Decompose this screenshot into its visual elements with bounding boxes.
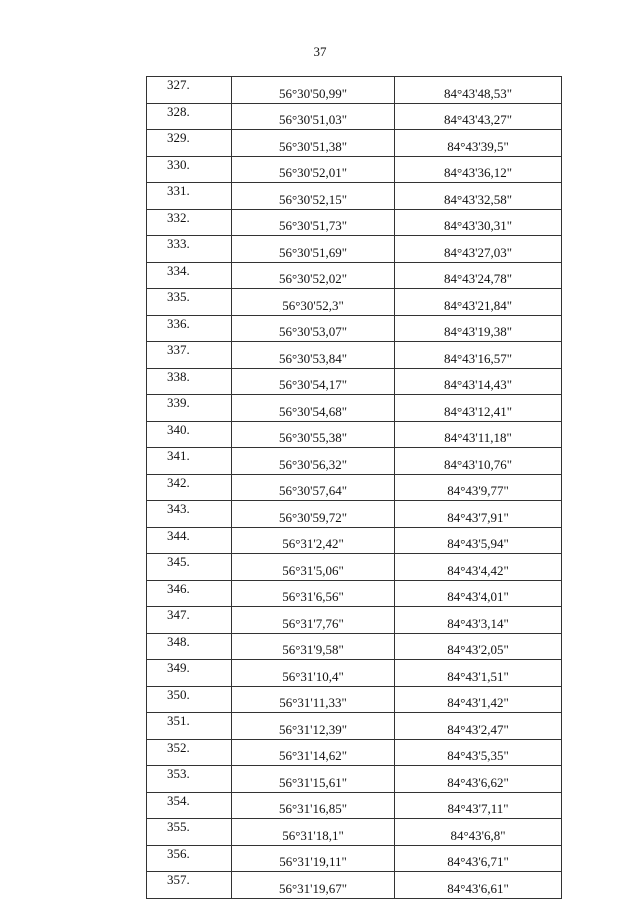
point-number-cell: 354. (147, 792, 232, 819)
latitude-cell: 56°31'14,62" (232, 739, 395, 766)
table-row (147, 527, 562, 554)
point-number-cell: 336. (147, 315, 232, 342)
table-row (147, 792, 562, 819)
longitude-cell: 84°43'2,47" (395, 713, 562, 740)
table-row (147, 501, 562, 528)
longitude-cell: 84°43'21,84" (395, 289, 562, 316)
table-row (147, 183, 562, 210)
longitude-cell: 84°43'7,11" (395, 792, 562, 819)
table-row (147, 130, 562, 157)
table-row (147, 660, 562, 687)
point-number-cell: 339. (147, 395, 232, 422)
table-row (147, 633, 562, 660)
latitude-cell: 56°31'12,39" (232, 713, 395, 740)
table-row (147, 819, 562, 846)
longitude-cell: 84°43'6,62" (395, 766, 562, 793)
longitude-cell: 84°43'2,05" (395, 633, 562, 660)
point-number-cell: 351. (147, 713, 232, 740)
latitude-cell: 56°30'52,15" (232, 183, 395, 210)
point-number-cell: 346. (147, 580, 232, 607)
latitude-cell: 56°31'18,1" (232, 819, 395, 846)
latitude-cell: 56°30'55,38" (232, 421, 395, 448)
latitude-cell: 56°31'9,58" (232, 633, 395, 660)
latitude-cell: 56°31'19,67" (232, 872, 395, 899)
longitude-cell: 84°43'16,57" (395, 342, 562, 369)
longitude-cell: 84°43'4,01" (395, 580, 562, 607)
latitude-cell: 56°30'51,38" (232, 130, 395, 157)
table-row (147, 872, 562, 899)
table-row (147, 686, 562, 713)
latitude-cell: 56°31'6,56" (232, 580, 395, 607)
latitude-cell: 56°30'51,03" (232, 103, 395, 130)
longitude-cell: 84°43'9,77" (395, 474, 562, 501)
table-row (147, 448, 562, 475)
longitude-cell: 84°43'19,38" (395, 315, 562, 342)
page-number: 37 (313, 44, 327, 59)
point-number-cell: 328. (147, 103, 232, 130)
longitude-cell: 84°43'32,58" (395, 183, 562, 210)
longitude-cell: 84°43'36,12" (395, 156, 562, 183)
table-row (147, 156, 562, 183)
point-number-cell: 342. (147, 474, 232, 501)
point-number-cell: 332. (147, 209, 232, 236)
point-number-cell: 347. (147, 607, 232, 634)
table-row (147, 554, 562, 581)
longitude-cell: 84°43'43,27" (395, 103, 562, 130)
latitude-cell: 56°30'54,17" (232, 368, 395, 395)
longitude-cell: 84°43'5,35" (395, 739, 562, 766)
table-row (147, 289, 562, 316)
latitude-cell: 56°31'7,76" (232, 607, 395, 634)
longitude-cell: 84°43'6,8" (395, 819, 562, 846)
latitude-cell: 56°31'16,85" (232, 792, 395, 819)
table-row (147, 368, 562, 395)
table-row (147, 580, 562, 607)
point-number-cell: 340. (147, 421, 232, 448)
table-row (147, 713, 562, 740)
table-row (147, 766, 562, 793)
latitude-cell: 56°31'5,06" (232, 554, 395, 581)
point-number-cell: 355. (147, 819, 232, 846)
coordinates-table-body (147, 77, 562, 899)
point-number-cell: 334. (147, 262, 232, 289)
longitude-cell: 84°43'14,43" (395, 368, 562, 395)
longitude-cell: 84°43'6,61" (395, 872, 562, 899)
longitude-cell: 84°43'6,71" (395, 845, 562, 872)
latitude-cell: 56°30'51,69" (232, 236, 395, 263)
point-number-cell: 331. (147, 183, 232, 210)
point-number-cell: 344. (147, 527, 232, 554)
longitude-cell: 84°43'12,41" (395, 395, 562, 422)
longitude-cell: 84°43'24,78" (395, 262, 562, 289)
longitude-cell: 84°43'5,94" (395, 527, 562, 554)
table-row (147, 421, 562, 448)
latitude-cell: 56°30'51,73" (232, 209, 395, 236)
latitude-cell: 56°30'53,07" (232, 315, 395, 342)
table-row (147, 607, 562, 634)
point-number-cell: 338. (147, 368, 232, 395)
latitude-cell: 56°30'53,84" (232, 342, 395, 369)
latitude-cell: 56°30'57,64" (232, 474, 395, 501)
point-number-cell: 330. (147, 156, 232, 183)
point-number-cell: 341. (147, 448, 232, 475)
longitude-cell: 84°43'3,14" (395, 607, 562, 634)
latitude-cell: 56°31'15,61" (232, 766, 395, 793)
latitude-cell: 56°30'50,99" (232, 77, 395, 104)
longitude-cell: 84°43'30,31" (395, 209, 562, 236)
longitude-cell: 84°43'4,42" (395, 554, 562, 581)
table-row (147, 103, 562, 130)
table-row (147, 315, 562, 342)
longitude-cell: 84°43'39,5" (395, 130, 562, 157)
point-number-cell: 335. (147, 289, 232, 316)
table-row (147, 77, 562, 104)
table-row (147, 262, 562, 289)
latitude-cell: 56°30'56,32" (232, 448, 395, 475)
point-number-cell: 329. (147, 130, 232, 157)
point-number-cell: 337. (147, 342, 232, 369)
latitude-cell: 56°31'10,4" (232, 660, 395, 687)
table-row (147, 342, 562, 369)
point-number-cell: 352. (147, 739, 232, 766)
point-number-cell: 349. (147, 660, 232, 687)
table-row (147, 209, 562, 236)
longitude-cell: 84°43'7,91" (395, 501, 562, 528)
latitude-cell: 56°30'52,01" (232, 156, 395, 183)
longitude-cell: 84°43'1,51" (395, 660, 562, 687)
point-number-cell: 333. (147, 236, 232, 263)
latitude-cell: 56°31'2,42" (232, 527, 395, 554)
table-row (147, 395, 562, 422)
point-number-cell: 327. (147, 77, 232, 104)
table-row (147, 739, 562, 766)
latitude-cell: 56°31'19,11" (232, 845, 395, 872)
coordinates-table (146, 76, 562, 899)
latitude-cell: 56°30'52,02" (232, 262, 395, 289)
latitude-cell: 56°30'59,72" (232, 501, 395, 528)
point-number-cell: 356. (147, 845, 232, 872)
latitude-cell: 56°30'54,68" (232, 395, 395, 422)
longitude-cell: 84°43'11,18" (395, 421, 562, 448)
latitude-cell: 56°30'52,3" (232, 289, 395, 316)
longitude-cell: 84°43'10,76" (395, 448, 562, 475)
table-row (147, 474, 562, 501)
point-number-cell: 357. (147, 872, 232, 899)
latitude-cell: 56°31'11,33" (232, 686, 395, 713)
longitude-cell: 84°43'48,53" (395, 77, 562, 104)
point-number-cell: 343. (147, 501, 232, 528)
point-number-cell: 353. (147, 766, 232, 793)
table-row (147, 236, 562, 263)
point-number-cell: 345. (147, 554, 232, 581)
point-number-cell: 348. (147, 633, 232, 660)
point-number-cell: 350. (147, 686, 232, 713)
table-row (147, 845, 562, 872)
longitude-cell: 84°43'27,03" (395, 236, 562, 263)
longitude-cell: 84°43'1,42" (395, 686, 562, 713)
